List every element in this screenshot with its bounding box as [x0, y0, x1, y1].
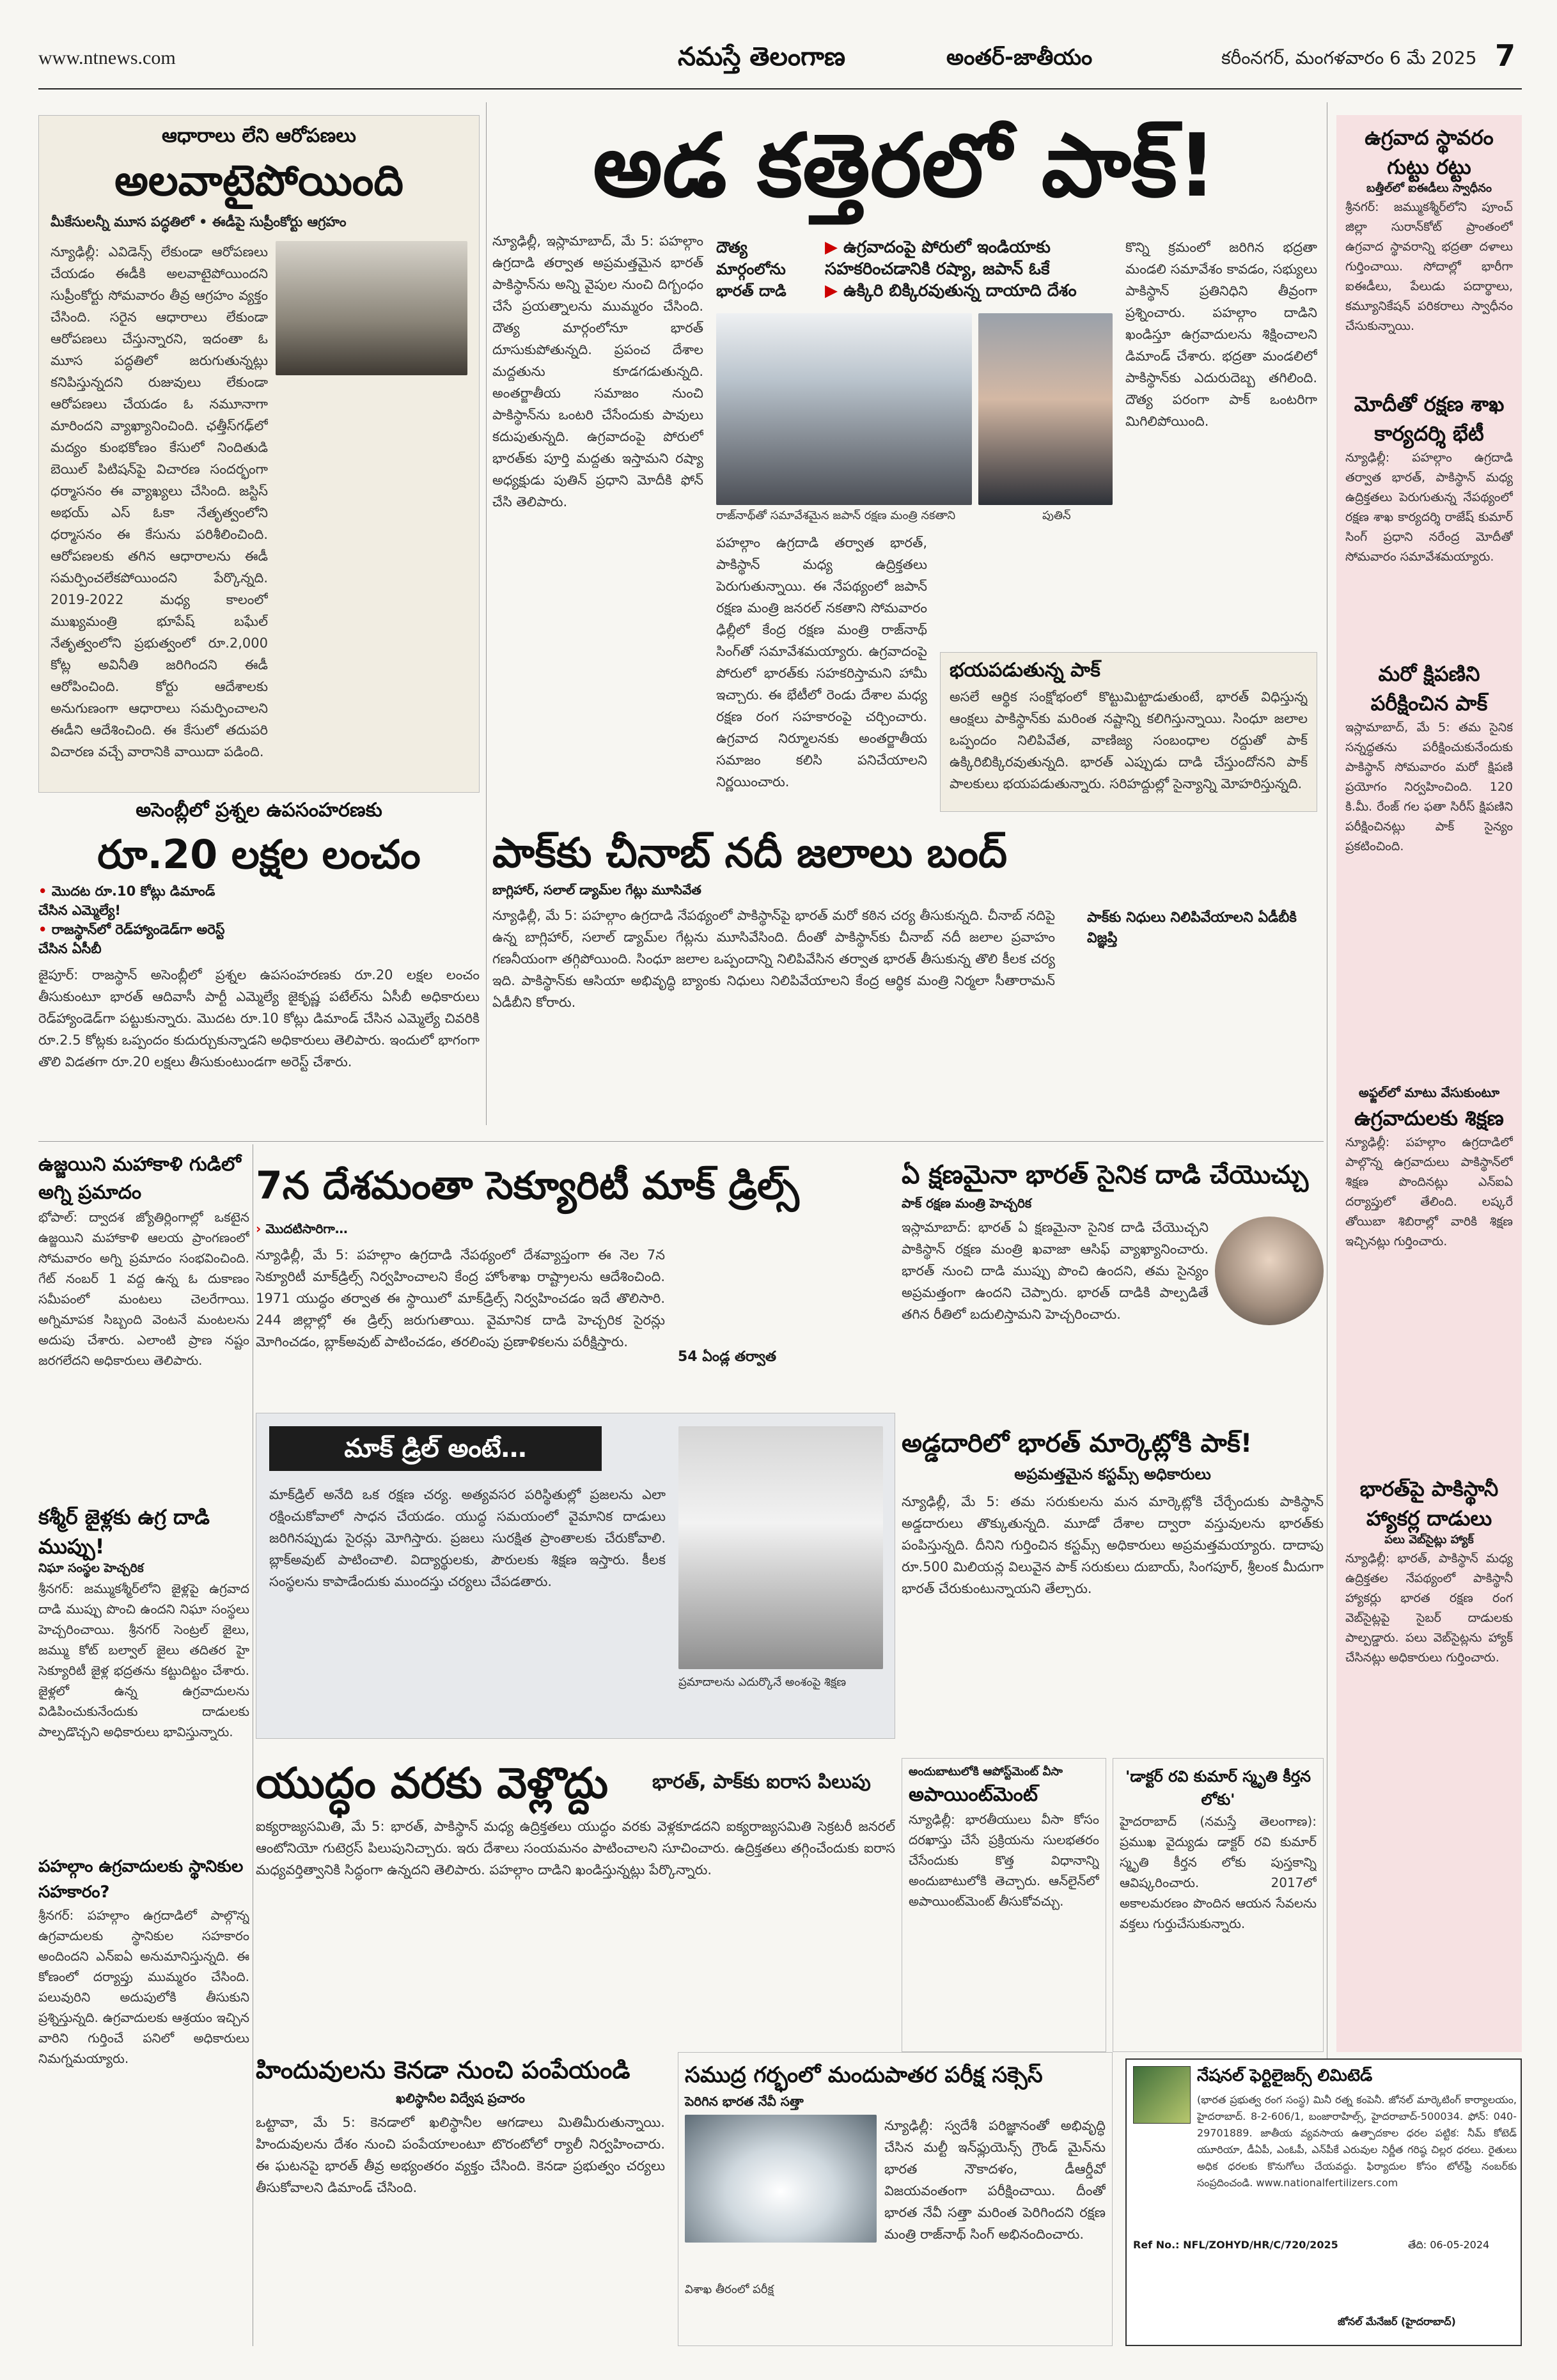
main-story-headline: అడ కత్తెరలో పాక్!	[593, 116, 1217, 217]
mock-drill-story	[256, 1157, 895, 1739]
mock-drill-sub-2: 54 ఏండ్ల తర్వాత	[678, 1349, 776, 1365]
assembly-bullet-2	[38, 922, 230, 960]
mock-drill-photo-caption: ప్రమాదాలను ఎదుర్కొనే అంశంపై శిక్షణ	[678, 1676, 847, 1689]
assembly-bullet-1	[38, 883, 230, 922]
mock-drill-photo	[678, 1426, 883, 1669]
mock-drill-sub-1-text: మొదటిసారిగా…	[265, 1221, 348, 1236]
right-story-1-strap: బత్తీల్‌లో ఐఈడీలు స్వాధీనం	[1366, 182, 1492, 195]
main-story-body-left: న్యూఢిల్లీ, ఇస్లామాబాద్, మే 5: పహల్గాం ఉగ్రదాడి తర్వాత అప్రమత్తమైన భారత్ పాకిస్థాన్‌ను అన్ని వైపుల నుంచి దిగ్బంధం చేసే ప్రయత్నాలను ముమ్మరం చేసింది. దౌత్య మార్గంలోనూ భారత్ దూసుకుపోతున్నది. ప్రపంచ దేశాల మద్దతును కూడగడుతున్నది. అంతర్జాతీయ సమాజం నుంచి పాకిస్థాన్‌ను ఒంటరి చేసేందుకు పావులు కదుపుతున్నది. ఉగ్రవాదంపై పోరులో భారత్‌కు పూర్తి మద్దతు ఇస్తామని రష్యా అధ్యక్షుడు పుతిన్ ప్రధాని మోదీకి ఫోన్ చేసి తెలిపారు.	[492, 233, 703, 509]
bullet-icon: •	[38, 922, 52, 937]
doctor-box	[1113, 1758, 1324, 2052]
pakistan-fear-box-title: భయపడుతున్న పాక్	[950, 659, 1100, 681]
pakistan-fear-box-body: అసలే ఆర్థిక సంక్షోభంలో కొట్టుమిట్టాడుతుంటే, భారత్ విధిస్తున్న ఆంక్షలు పాకిస్థాన్‌కు మరింత నష్టాన్ని కలిగిస్తున్నాయి. సింధూ జలాల ఒప్పందం నిలిపివేత, వాణిజ్య సంబంధాల రద్దుతో పాక్ ఉక్కిరిబిక్కిరవుతున్నది. భారత్ ఎప్పుడు దాడి చేస్తుందోనని పాక్ పాలకులు భయపడుతున్నారు. సరిహద్దుల్లో సైన్యాన్ని మోహరిస్తున్నది.	[950, 689, 1308, 791]
chenab-headline: పాక్‌కు చీనాబ్ నదీ జలాలు బంద్	[492, 830, 1008, 877]
nfl-ref: Ref No.: NFL/ZOHYD/HR/C/720/2025	[1133, 2239, 1338, 2251]
chenab-subhead: పాక్‌కు నిధులు నిలిపివేయాలని ఏడీబీకి విజ్ఞప్తి	[1087, 910, 1297, 946]
bullet-icon: •	[38, 883, 52, 899]
nfl-advert	[1125, 2058, 1522, 2346]
right-story-5-headline: భారత్‌పై పాకిస్థానీ హ్యాకర్ల దాడులు	[1359, 1477, 1499, 1530]
navy-body: న్యూఢిల్లీ: స్వదేశీ పరిజ్ఞానంతో అభివృద్ధి చేసిన మల్టీ ఇన్‌ఫ్లుయెన్స్ గ్రౌండ్ మైన్‌ను భారత నౌకాదళం, డీఆర్డీవో విజయవంతంగా పరీక్షించాయి. దీంతో భారత నేవీ సత్తా మరింత పెరిగిందని రక్షణ మంత్రి రాజ్‌నాథ్ సింగ్ అభినందించారు.	[884, 2118, 1106, 2242]
right-story-3-body: ఇస్లామాబాద్, మే 5: తమ సైనిక సన్నద్ధతను పరీక్షించుకునేందుకు పాకిస్థాన్ సోమవారం మరో క్షిపణి ప్రయోగం నిర్వహించింది. 120 కి.మీ. రేంజ్ గల ఫతా సిరీస్ క్షిపణిని పరీక్షించినట్లు పాక్ సైన్యం ప్రకటించింది.	[1345, 720, 1513, 853]
photo-caption-left: రాజ్‌నాథ్‌తో సమావేశమైన జపాన్ రక్షణ మంత్రి నకతాని	[716, 509, 956, 522]
ed-story-body: న్యూఢిల్లీ: ఎవిడెన్స్ లేకుండా ఆరోపణలు చేయడం ఈడీకి అలవాటైపోయిందని సుప్రీంకోర్టు సోమవారం తీవ్ర ఆగ్రహం వ్యక్తం చేసింది. సరైన ఆధారాలు లేకుండా ఆరోపణలు చేస్తున్నారని, ఇదంతా ఓ మూస పద్ధతిలో జరుగుతున్నట్లు కనిపిస్తున్నదని రుజువులు లేకుండా ఆరోపణలు చేయడం ఓ నమూనాగా మారిందని వ్యాఖ్యానించింది. ఛత్తీస్‌గఢ్‌లో మద్యం కుంభకోణం కేసులో నిందితుడి బెయిల్ పిటిషన్‌పై విచారణ సందర్భంగా ధర్మాసనం ఈ వ్యాఖ్యలు చేసింది. జస్టిస్ అభయ్ ఎస్ ఓకా నేతృత్వంలోని ధర్మాసనం ఈ కేసును పరిశీలించింది. ఆరోపణలకు తగిన ఆధారాలను ఈడీ సమర్పించలేకపోయిందని పేర్కొన్నది. 2019-2022 మధ్య కాలంలో ముఖ్యమంత్రి భూపేష్ బఘేల్ నేతృత్వంలోని ప్రభుత్వంలో రూ.2,000 కోట్ల అవినీతి జరిగిందని ఈడీ ఆరోపించింది. కోర్టు ఆదేశాలకు అనుగుణంగా ఆధారాలు సమర్పించాలని ఈడీని ఆదేశించింది. ఈ కేసులో తదుపరి విచారణ వచ్చే వారానికి వాయిదా పడింది.	[51, 244, 268, 759]
pakistan-fear-box	[940, 652, 1317, 812]
strap-bullet-2-text: ఉక్కిరి బిక్కిరవుతున్న దాయాది దేశం	[843, 281, 1077, 300]
war-strap: భారత్, పాక్‌కు ఐరాస పిలుపు	[652, 1771, 871, 1793]
mock-drill-headline: 7న దేశమంతా సెక్యూరిటీ మాక్ డ్రిల్స్	[256, 1163, 799, 1208]
right-story-2-body: న్యూఢిల్లీ: పహల్గాం ఉగ్రదాడి తర్వాత భారత్, పాకిస్థాన్ మధ్య ఉద్రిక్తతలు పెరుగుతున్న నేపథ్యంలో రక్షణ శాఖ కార్యదర్శి రాజేష్ కుమార్ సింగ్ ప్రధాని నరేంద్ర మోదీతో సోమవారం సమావేశమయ్యారు.	[1345, 451, 1513, 564]
nfl-date: తేది: 06-05-2024	[1408, 2239, 1490, 2251]
assembly-body: జైపూర్: రాజస్థాన్ అసెంబ్లీలో ప్రశ్నల ఉపసంహరణకు రూ.20 లక్షల లంచం తీసుకుంటూ భారత్ ఆదివాసీ పార్టీ ఎమ్మెల్యే జైకృష్ణ పటేల్‌ను ఏసీబీ అధికారులు రెడ్‌హ్యాండెడ్‌గా పట్టుకున్నారు. మొదట రూ.10 కోట్లు డిమాండ్ చేసిన ఎమ్మెల్యే చివరికి రూ.2.5 కోట్లకు ఒప్పందం కుదుర్చుకున్నాడని అధికారులు తెలిపారు. ఇందులో భాగంగా తొలి విడతగా రూ.20 లక్షలు తీసుకుంటుండగా అరెస్ట్ చేశారు.	[38, 967, 480, 1069]
visa-body: న్యూఢిల్లీ: భారతీయులు వీసా కోసం దరఖాస్తు చేసే ప్రక్రియను సులభతరం చేసేందుకు కొత్త విధానాన్ని అందుబాటులోకి తెచ్చారు. ఆన్‌లైన్‌లో అపాయింట్‌మెంట్ తీసుకోవచ్చు.	[909, 1812, 1099, 1909]
ed-story-headline: అలవాటైపోయింది	[114, 156, 403, 205]
putin-photo	[978, 313, 1113, 505]
main-story-body-right-top: కొన్ని క్రమంలో జరిగిన భద్రతా మండలి సమావేశం కావడం, సభ్యులు పాకిస్థాన్ ప్రతినిధిని తీవ్రంగా ప్రశ్నించారు. పహల్గాం దాడిని ఖండిస్తూ ఉగ్రవాదులను శిక్షించాలని డిమాండ్ చేశారు. భద్రతా మండలిలో పాకిస్థాన్‌కు ఎదురుదెబ్బ తగిలింది. దౌత్య పరంగా పాక్ ఒంటరిగా మిగిలిపోయింది.	[1125, 240, 1317, 429]
assembly-bullet-2-text: రాజస్థాన్‌లో రెడ్‌హ్యాండెడ్‌గా అరెస్ట్ చేసిన ఏసీబీ	[38, 922, 225, 956]
hindu-headline: హిందువులను కెనడా నుంచి పంపేయండి	[256, 2056, 630, 2084]
ujjain-body: భోపాల్: ద్వాదశ జ్యోతిర్లింగాల్లో ఒకటైన ఉజ్జయిని మహాకాళి ఆలయ ప్రాంగణంలో సోమవారం అగ్ని ప్రమాదం సంభవించింది. గేట్ నంబర్ 1 వద్ద ఉన్న ఓ దుకాణం సమీపంలో మంటలు చెలరేగాయి. అగ్నిమాపక సిబ్బంది వెంటనే మంటలను అదుపు చేశారు. ఎలాంటి ప్రాణ నష్టం జరగలేదని అధికారులు తెలిపారు.	[38, 1209, 249, 1368]
main-story	[492, 102, 1317, 818]
bullet-icon: ▶	[825, 238, 844, 257]
supreme-court-photo	[276, 241, 467, 375]
navy-story	[678, 2052, 1113, 2346]
chenab-story	[492, 825, 1317, 1132]
right-story-3-headline: మరో క్షిపణిని పరీక్షించిన పాక్	[1370, 662, 1488, 715]
market-body: న్యూఢిల్లీ, మే 5: తమ సరుకులను మన మార్కెట్లోకి చేర్చేందుకు పాకిస్థాన్ అడ్డదారులు తొక్కుతున్నది. మూడో దేశాల ద్వారా వస్తువులను భారత్‌కు పంపిస్తున్నది. దీనిని గుర్తించిన కస్టమ్స్ అధికారులు అప్రమత్తమయ్యారు. దాదాపు రూ.500 మిలియన్ల విలువైన పాక్ సరుకులు దుబాయ్, సింగపూర్, శ్రీలంక మీదుగా భారత్ చేరుకుంటున్నాయని తేల్చారు.	[902, 1494, 1324, 1596]
right-story-2-headline: మోదీతో రక్షణ శాఖ కార్యదర్శి భేటీ	[1354, 392, 1505, 446]
masthead-section: అంతర్-జాతీయం	[946, 45, 1093, 70]
nfl-company-name: నేషనల్ ఫెర్టిలైజర్స్ లిమిటెడ్	[1197, 2066, 1373, 2085]
mock-drill-sub-1	[256, 1221, 348, 1240]
column-divider	[486, 102, 487, 1125]
masthead	[38, 38, 1522, 83]
chenab-body: న్యూఢిల్లీ, మే 5: పహల్గాం ఉగ్రదాడి నేపథ్యంలో పాకిస్థాన్‌పై భారత్ మరో కఠిన చర్య తీసుకున్నది. చీనాబ్ నదిపై ఉన్న బాగ్లిహార్, సలాల్ డ్యామ్‌ల గేట్లను మూసివేసింది. దీంతో పాకిస్థాన్‌కు చీనాబ్ నదీ జలాల ప్రవాహం గణనీయంగా తగ్గిపోయింది. సింధూ జలాల ఒప్పందాన్ని నిలిపివేసిన తర్వాత భారత్ తీసుకున్న తొలి కీలక చర్య ఇది. పాకిస్థాన్‌కు ఆసియా అభివృద్ధి బ్యాంకు నిధులు నిలిపివేయాలని కేంద్ర ఆర్థిక మంత్రి నిర్మలా సీతారామన్ ఏడీబీని కోరారు.	[492, 908, 1055, 1010]
kashmir-strap: నిఘా సంస్థల హెచ్చరిక	[38, 1561, 144, 1575]
ujjain-story	[38, 1151, 249, 1483]
right-column	[1336, 115, 1522, 2052]
rajnath-nakatani-photo	[716, 313, 972, 505]
assembly-story	[38, 799, 480, 1132]
strap-label: దౌత్య మార్గంలోను భారత్ దాడి	[716, 238, 786, 300]
locals-body: శ్రీనగర్: పహల్గాం ఉగ్రదాడిలో పాల్గొన్న ఉగ్రవాదులకు స్థానికుల సహకారం అందిందని ఎన్‌ఐఏ అనుమానిస్తున్నది. ఈ కోణంలో దర్యాప్తు ముమ్మరం చేసింది. పలువురిని అదుపులోకి తీసుకుని ప్రశ్నిస్తున్నది. ఉగ్రవాదులకు ఆశ్రయం ఇచ్చిన వారిని గుర్తించే పనిలో అధికారులు నిమగ్నమయ్యారు.	[38, 1908, 249, 2066]
hindu-strap: ఖలిస్థానీల విద్వేష ప్రచారం	[396, 2090, 525, 2106]
nfl-signature: జోనల్ మేనేజర్ (హైదరాబాద్)	[1338, 2315, 1456, 2328]
photo-caption-right: పుతిన్	[1042, 509, 1071, 522]
main-story-body-mid: పహల్గాం ఉగ్రదాడి తర్వాత భారత్, పాకిస్థాన్ మధ్య ఉద్రిక్తతలు పెరుగుతున్నాయి. ఈ నేపథ్యంలో జపాన్ రక్షణ మంత్రి జనరల్ నకతాని సోమవారం ఢిల్లీలో కేంద్ర రక్షణ మంత్రి రాజ్‌నాథ్ సింగ్‌తో సమావేశమయ్యారు. ఉగ్రవాదంపై పోరులో భారత్‌కు సహకరిస్తామని హామీ ఇచ్చారు. ఈ భేటీలో రెండు దేశాల మధ్య రక్షణ రంగ సహకారంపై చర్చించారు. ఉగ్రవాద నిర్మూలనకు అంతర్జాతీయ సమాజం కలిసి పనిచేయాలని నిర్ణయించారు.	[716, 535, 927, 789]
mock-drill-box-body: మాక్‌డ్రిల్ అనేది ఒక రక్షణ చర్య. అత్యవసర పరిస్థితుల్లో ప్రజలను ఎలా రక్షించుకోవాలో సాధన చేయడం. యుద్ధ సమయంలో వైమానిక దాడులు జరిగినప్పుడు సైరన్లు మోగిస్తారు. ప్రజలు సురక్షిత ప్రాంతాలకు చేరుకోవాలి. బ్లాక్అవుట్ పాటించాలి. విద్యార్థులకు, పౌరులకు శిక్షణ ఇస్తారు. కీలక సంస్థలను కాపాడేందుకు ముందస్తు చర్యలు చేపడతారు.	[269, 1487, 666, 1589]
right-story-4-kicker: అఫ్జల్‌లో మాటు వేసుకుంటూ	[1358, 1085, 1500, 1100]
masthead-url[interactable]: www.ntnews.com	[38, 47, 176, 68]
right-story-1-headline: ఉగ్రవాద స్థావరం గుట్టు రట్టు	[1365, 125, 1494, 179]
navy-headline: సముద్ర గర్భంలో మందుపాతర పరీక్ష సక్సెస్	[685, 2062, 1043, 2088]
assembly-headline: రూ.20 లక్షల లంచం	[97, 831, 421, 878]
assembly-bullet-1-text: మొదట రూ.10 కోట్లు డిమాండ్ చేసిన ఎమ్మెల్యే!	[38, 883, 215, 918]
navy-photo-caption: విశాఖ తీరంలో పరీక్ష	[685, 2283, 774, 2296]
chevron-right-icon: ›	[256, 1221, 266, 1236]
kashmir-headline: కశ్మీర్ జైళ్లకు ఉగ్ర దాడి ముప్పు!	[38, 1505, 210, 1559]
nfl-body: (భారత ప్రభుత్వ రంగ సంస్థ) మినీ రత్న కంపెనీ. జోనల్ మార్కెటింగ్ కార్యాలయం, హైదరాబాద్. 8-2-606/1, బంజారాహిల్స్, హైదరాబాద్-500034. ఫోన్: 040-29701889. జాతీయ వ్యవసాయ ఉత్పాదకాల ధరల పట్టిక: నీమ్ కోటెడ్ యూరియా, డీఏపీ, ఎంఓపీ, ఎన్‌పీకే ఎరువుల నిర్ణీత గరిష్ఠ చిల్లర ధరలు. రైతులు అధిక ధరలకు కొనుగోలు చేయవద్దు. ఫిర్యాదుల కోసం టోల్‌ఫ్రీ నంబర్‌కు సంప్రదించండి. www.nationalfertilizers.com	[1197, 2094, 1517, 2189]
khawaja-asif-photo	[1215, 1217, 1324, 1325]
market-headline: అడ్డదారిలో భారత్ మార్కెట్లోకి పాక్!	[902, 1429, 1253, 1458]
right-story-5-body: న్యూఢిల్లీ: భారత్, పాకిస్థాన్ మధ్య ఉద్రిక్తతల నేపథ్యంలో పాకిస్థానీ హ్యాకర్లు భారత రక్షణ రంగ వెబ్‌సైట్లపై సైబర్ దాడులకు పాల్పడ్డారు. పలు వెబ్‌సైట్లను హ్యాక్ చేసినట్లు అధికారులు గుర్తించారు.	[1345, 1552, 1513, 1665]
doctor-body: హైదరాబాద్ (నమస్తే తెలంగాణ): ప్రముఖ వైద్యుడు డాక్టర్ రవి కుమార్ స్మృతి కీర్తన లోకు పుస్తకాన్ని ఆవిష్కరించారు. 2017లో అకాలమరణం పొందిన ఆయన సేవలను వక్తలు గుర్తుచేసుకున్నారు.	[1120, 1814, 1317, 1931]
war-story	[256, 1752, 895, 2039]
nfl-logo	[1133, 2066, 1191, 2124]
mock-drill-box-title: మాక్ డ్రిల్ అంటే…	[269, 1426, 602, 1471]
right-story-1-body: శ్రీనగర్: జమ్ముకశ్మీర్‌లోని పూంచ్ జిల్లా సురాన్‌కోట్ ప్రాంతంలో ఉగ్రవాద స్థావరాన్ని భద్రతా దళాలు గుర్తించాయి. సోదాల్లో భారీగా ఐఈడీలు, పేలుడు పదార్థాలు, కమ్యూనికేషన్ పరికరాలు స్వాధీనం చేసుకున్నాయి.	[1345, 200, 1513, 333]
ed-story-subhead: మీకేసులన్నీ మూస పద్ధతిలో • ఈడీపై సుప్రీంకోర్టు ఆగ్రహం	[51, 214, 347, 229]
masthead-rule	[38, 88, 1522, 89]
visa-box	[902, 1758, 1106, 2052]
assembly-kicker: అసెంబ్లీలో ప్రశ్నల ఉపసంహరణకు	[136, 799, 382, 821]
ed-story-kicker: ఆధారాలు లేని ఆరోపణలు	[162, 125, 356, 147]
mock-drill-box	[256, 1413, 895, 1739]
hindu-story	[256, 2052, 665, 2346]
masthead-dateline: కరీంనగర్, మంగళవారం 6 మే 2025	[1221, 47, 1477, 68]
attack-strap: పాక్ రక్షణ మంత్రి హెచ్చరిక	[902, 1195, 1032, 1211]
market-strap: అప్రమత్తమైన కస్టమ్స్ అధికారులు	[1014, 1465, 1211, 1483]
attack-story	[902, 1157, 1324, 1413]
navy-strap: పెరిగిన భారత నేవీ సత్తా	[685, 2094, 804, 2109]
locals-headline: పహల్గాం ఉగ్రవాదులకు స్థానికుల సహకారం?	[38, 1857, 244, 1902]
visa-kicker: అందుబాటులోకి ఆపోస్ట్‌మెంట్ వీసా	[909, 1765, 1063, 1778]
kashmir-body: శ్రీనగర్: జమ్ముకశ్మీర్‌లోని జైళ్లపై ఉగ్రవాద దాడి ముప్పు పొంచి ఉందని నిఘా సంస్థలు హెచ్చరించాయి. శ్రీనగర్ సెంట్రల్ జైలు, జమ్ము కోట్ బల్వాల్ జైలు తదితర హై సెక్యూరిటీ జైళ్ల భద్రతను కట్టుదిట్టం చేశారు. జైళ్లలో ఉన్న ఉగ్రవాదులను విడిపించుకునేందుకు దాడులకు పాల్పడొచ్చని అధికారులు భావిస్తున్నారు.	[38, 1581, 249, 1739]
page-number: 7	[1495, 38, 1516, 73]
section-rule	[38, 1141, 1324, 1142]
mock-drill-body: న్యూఢిల్లీ, మే 5: పహల్గాం ఉగ్రదాడి నేపథ్యంలో దేశవ్యాప్తంగా ఈ నెల 7న సెక్యూరిటీ మాక్‌డ్రిల్స్ నిర్వహించాలని కేంద్ర హోంశాఖ రాష్ట్రాలను ఆదేశించింది. 1971 యుద్ధం తర్వాత ఈ స్థాయిలో మాక్‌డ్రిల్స్ నిర్వహించడం ఇదే తొలిసారి. 244 జిల్లాల్లో ఈ డ్రిల్స్ జరుగుతాయి. వైమానిక దాడి హెచ్చరిక సైరన్లు మోగించడం, బ్లాక్అవుట్ పాటించడం, తరలింపు ప్రణాళికలను పరీక్షిస్తారు.	[256, 1247, 665, 1349]
navy-mine-photo	[685, 2115, 877, 2243]
hindu-body: ఒట్టావా, మే 5: కెనడాలో ఖలిస్థానీల ఆగడాలు మితిమీరుతున్నాయి. హిందువులను దేశం నుంచి పంపేయాలంటూ టొరంటోలో ర్యాలీ నిర్వహించారు. ఈ ఘటనపై భారత్ తీవ్ర అభ్యంతరం వ్యక్తం చేసింది. కెనడా ప్రభుత్వం చర్యలు తీసుకోవాలని డిమాండ్ చేసింది.	[256, 2115, 665, 2195]
masthead-paper-name: నమస్తే తెలంగాణ	[678, 42, 846, 72]
chenab-strap: బాగ్లిహార్, సలాల్ డ్యామ్‌ల గేట్లు మూసివేత	[492, 882, 701, 898]
strap-bullet-1	[825, 237, 1055, 280]
strap-bullet-1-text: ఉగ్రవాదంపై పోరులో ఇండియాకు సహకరించడానికి రష్యా, జపాన్ ఓకే	[825, 238, 1051, 279]
ujjain-headline: ఉజ్జయిని మహాకాళి గుడిలో అగ్ని ప్రమాదం	[38, 1153, 241, 1204]
visa-headline: అపాయింట్‌మెంట్	[909, 1784, 1038, 1806]
doctor-headline: 'డాక్టర్ రవి కుమార్ స్మృతి కీర్తన లోకు'	[1125, 1768, 1311, 1808]
bullet-icon: ▶	[825, 281, 844, 300]
attack-headline: ఏ క్షణమైనా భారత్ సైనిక దాడి చేయొచ్చు	[902, 1160, 1309, 1190]
right-story-5-strap: పలు వెబ్‌సైట్లు హ్యాక్	[1384, 1533, 1474, 1546]
ed-story	[38, 115, 480, 793]
kashmir-story	[38, 1502, 249, 1847]
locals-story	[38, 1854, 249, 2340]
war-headline: యుద్ధం వరకు వెళ్లొద్దు	[256, 1759, 609, 1808]
attack-body: ఇస్లామాబాద్: భారత్ ఏ క్షణమైనా సైనిక దాడి చేయొచ్చని పాకిస్థాన్ రక్షణ మంత్రి ఖవాజా ఆసిఫ్ వ్యాఖ్యానించారు. భారత్ నుంచి దాడి ముప్పు పొంచి ఉందని, తమ సైన్యం అప్రమత్తంగా ఉందని చెప్పారు. భారత్ దాడికి పాల్పడితే తగిన రీతిలో బదులిస్తామని హెచ్చరించారు.	[902, 1220, 1209, 1322]
right-story-4-headline: ఉగ్రవాదులకు శిక్షణ	[1354, 1106, 1504, 1130]
right-story-4-body: న్యూఢిల్లీ: పహల్గాం ఉగ్రదాడిలో పాల్గొన్న ఉగ్రవాదులు పాకిస్థాన్‌లో శిక్షణ పొందినట్లు ఎన్‌ఐఏ దర్యాప్తులో తేలింది. లష్కరే తోయిబా శిబిరాల్లో వారికి శిక్షణ ఇచ్చినట్లు గుర్తించారు.	[1345, 1135, 1513, 1248]
war-body: ఐక్యరాజ్యసమితి, మే 5: భారత్, పాకిస్థాన్ మధ్య ఉద్రిక్తతలు యుద్ధం వరకు వెళ్లకూడదని ఐక్యరాజ్యసమితి సెక్రటరీ జనరల్ ఆంటోనియో గుటెర్రస్ పిలుపునిచ్చారు. ఇరు దేశాలు సంయమనం పాటించాలని సూచించారు. ఉద్రిక్తతలు తగ్గించేందుకు ఐరాస మధ్యవర్తిత్వానికి సిద్ధంగా ఉన్నదని తెలిపారు. పహల్గాం దాడిని ఖండిస్తున్నట్లు పేర్కొన్నారు.	[256, 1819, 895, 1878]
market-story	[902, 1426, 1324, 1745]
